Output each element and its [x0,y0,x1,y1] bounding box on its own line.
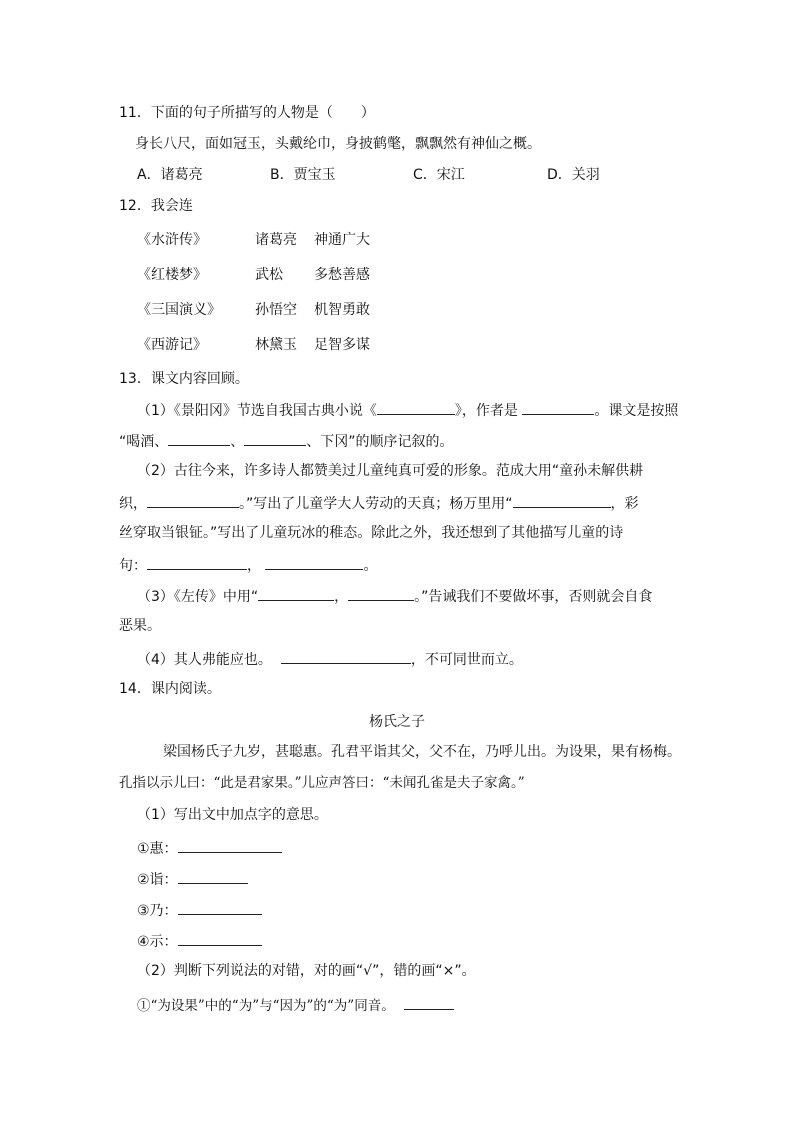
q13-p4-text: （4）其人弗能应也。 [137,652,272,668]
q12-name[interactable]: 武松 [255,267,283,283]
q11-stem: 11．下面的句子所描写的人物是（ ） [119,105,375,121]
q14-word-item [137,900,262,920]
q14-word-item [137,869,248,889]
answer-blank[interactable] [377,400,455,415]
q13-p3-text: ， [334,589,349,605]
answer-blank[interactable] [258,586,334,601]
q13-p2-text: ， [247,558,261,574]
answer-blank[interactable] [348,586,414,601]
q13-p2-line4 [119,555,377,575]
q12-book[interactable]: 《水浒传》 [137,232,207,248]
q14-word-item [137,931,262,951]
q13-p1-text: “喝酒、 [119,434,169,450]
answer-blank[interactable] [178,900,262,915]
q12-row [0,301,794,319]
q11-options [0,166,794,184]
q13-p4-text: ，不可同世而立。 [410,652,523,668]
q12-row [0,266,794,284]
q13-p3-line1 [137,586,652,606]
q13-p3-line2: 恶果。 [119,618,161,634]
q11-option-a[interactable]: A．诸葛亮 [137,167,203,183]
q14-word-label: ④示： [137,934,178,950]
q14-stem: 14．课内阅读。 [119,681,221,697]
q13-p2-line1: （2）古往今来，许多诗人都赞美过儿童纯真可爱的形象。范成大用“童孙未解供耕 [137,463,644,479]
q12-book[interactable]: 《红楼梦》 [137,267,207,283]
q14-word-item [137,838,282,858]
answer-blank[interactable] [281,649,411,664]
answer-blank[interactable] [178,838,282,853]
q12-trait[interactable]: 神通广大 [314,232,370,248]
q13-p2-text: ，彩 [610,496,639,512]
q13-p2-text: 句： [119,558,147,574]
q11-sentence: 身长八尺，面如冠玉，头戴纶巾，身披鹤氅，飘飘然有神仙之概。 [135,136,541,152]
q13-p2-line2 [119,493,639,513]
q12-name[interactable]: 孙悟空 [255,302,297,318]
passage-text: 孔指以示儿曰：“此是君家果。”儿应声答曰：“未闻孔雀是夫子家禽。” [119,775,525,791]
q13-p1-line1 [137,400,678,420]
q12-trait[interactable]: 多愁善感 [314,267,370,283]
q14-sub1: （1）写出文中加点字的意思。 [137,807,328,823]
q13-p3-text: 。”告诫我们不要做坏事，否则就会自食 [414,589,653,605]
passage-title: 杨氏之子 [369,714,425,730]
q13-p1-text: 。课文是按照 [594,403,679,419]
q12-row [0,336,794,354]
q14-word-label: ①惠： [137,841,178,857]
q13-p4 [137,649,523,669]
q14-judge-item [137,995,454,1015]
q13-p2-text: 。”写出了儿童学大人劳动的天真；杨万里用“ [239,496,513,512]
q12-stem: 12．我会连 [119,198,193,214]
q11-option-d[interactable]: D．关羽 [547,167,600,183]
answer-blank[interactable] [244,431,306,446]
q14-judge-text: ①“为设果”中的“为”与“因为”的“为”同音。 [137,998,395,1014]
q13-p1-line2 [119,431,454,451]
q12-row [0,231,794,249]
q13-stem: 13．课文内容回顾。 [119,371,249,387]
q13-p1-text: 》，作者是 [454,403,518,419]
q13-p2-line3: 丝穿取当银钲。”写出了儿童玩冰的稚态。除此之外，我还想到了其他描写儿童的诗 [119,525,624,541]
q13-p1-text: （1）《景阳冈》节选自我国古典小说《 [137,403,377,419]
q12-name[interactable]: 林黛玉 [255,337,297,353]
q14-word-label: ③乃： [137,903,178,919]
q14-sub2: （2）判断下列说法的对错，对的画“√”，错的画“×”。 [137,963,476,979]
answer-blank[interactable] [522,400,594,415]
q12-trait[interactable]: 足智多谋 [314,337,370,353]
q14-word-label: ②诣： [137,872,178,888]
answer-blank[interactable] [178,869,248,884]
q12-book[interactable]: 《西游记》 [137,337,207,353]
answer-blank[interactable] [404,995,454,1010]
q11-option-b[interactable]: B．贾宝玉 [270,167,336,183]
q12-book[interactable]: 《三国演义》 [137,302,221,318]
q13-p2-text: 织， [119,496,147,512]
answer-blank[interactable] [513,493,611,508]
q12-name[interactable]: 诸葛亮 [255,232,297,248]
answer-blank[interactable] [147,555,247,570]
passage-text: 梁国杨氏子九岁，甚聪惠。孔君平诣其父，父不在，乃呼儿出。为设果，果有杨梅。 [163,744,681,760]
q13-p3-text: （3）《左传》中用“ [137,589,259,605]
answer-blank[interactable] [265,555,363,570]
q12-trait[interactable]: 机智勇敢 [314,302,370,318]
q13-p1-text: 、 [230,434,245,450]
q13-p1-text: 、下冈”的顺序记叙的。 [306,434,454,450]
answer-blank[interactable] [168,431,230,446]
q11-option-c[interactable]: C．宋江 [413,167,465,183]
q13-p2-text: 。 [363,558,378,574]
answer-blank[interactable] [178,931,262,946]
answer-blank[interactable] [147,493,239,508]
